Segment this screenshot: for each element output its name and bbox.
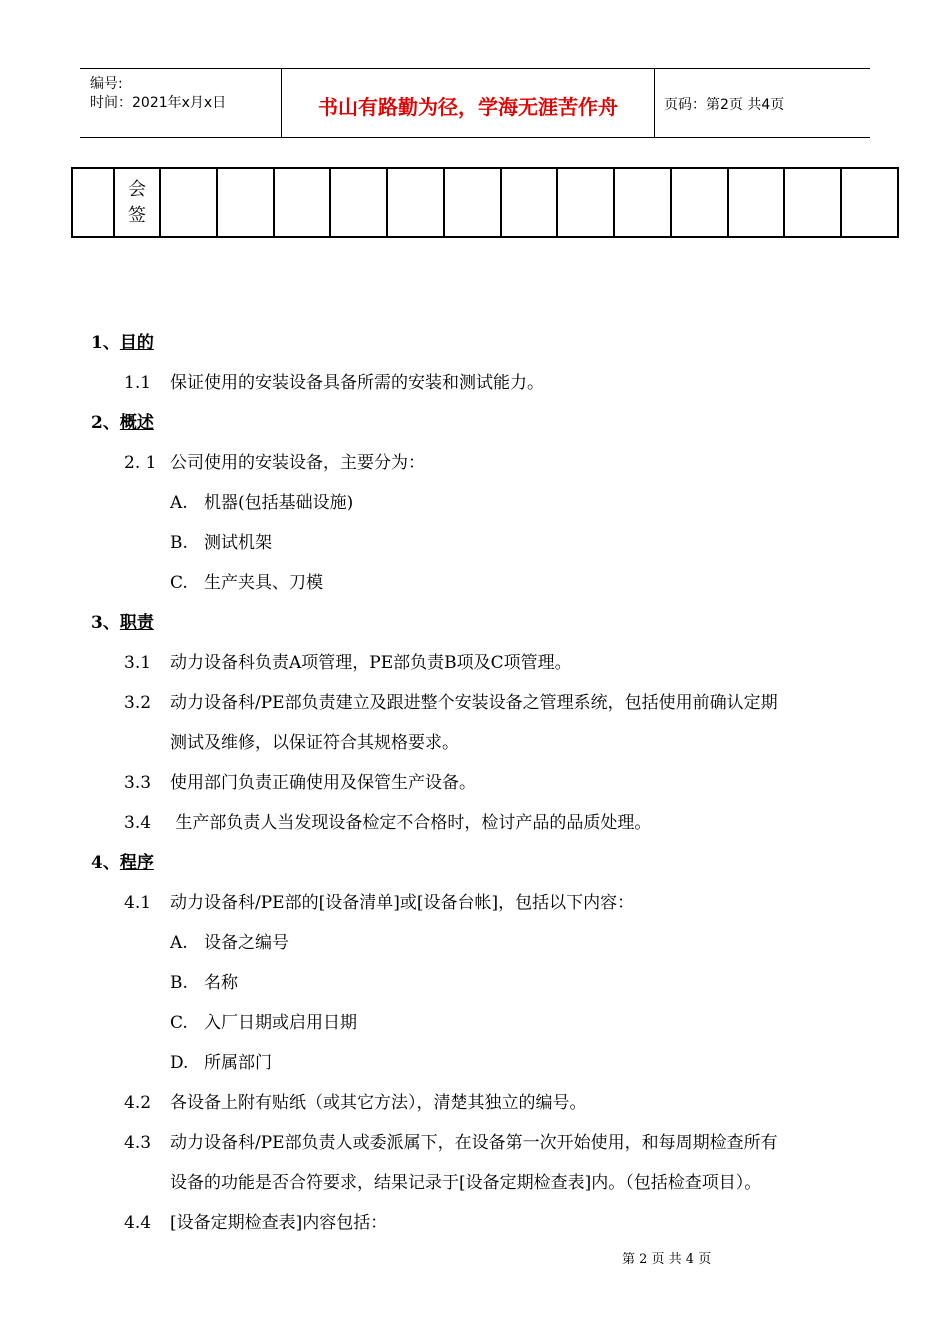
sign-cell [387, 168, 444, 237]
clause-line [124, 1092, 587, 1114]
clause-continuation: 设备的功能是否合符要求，结果记录于[设备定期检查表]内。（包括检查项目）。 [170, 1173, 762, 1193]
clause-number: 3.4 [124, 813, 152, 833]
header-motto-cell [281, 69, 655, 137]
clause-number: 4.3 [124, 1133, 152, 1153]
list-text: 所属部门 [204, 1053, 272, 1073]
clause-line [124, 452, 425, 474]
sign-cell [557, 168, 614, 237]
section-title: 概述 [119, 413, 154, 433]
clause-text: 动力设备科/PE部负责建立及跟进整个安装设备之管理系统，包括使用前确认定期 [170, 693, 778, 713]
clause-number: 4.4 [124, 1213, 152, 1233]
clause-text: 动力设备科/PE部的[设备清单]或[设备台帐]，包括以下内容： [170, 893, 635, 913]
clause-number: 4.1 [124, 893, 152, 913]
list-text: 名称 [204, 973, 238, 993]
sign-cell [330, 168, 387, 237]
sign-cell [728, 168, 785, 237]
clause-text: 各设备上附有贴纸（或其它方法），清楚其独立的编号。 [170, 1093, 587, 1113]
list-item [170, 1012, 357, 1034]
list-text: 测试机架 [204, 533, 272, 553]
section-number: 3、 [91, 613, 120, 633]
header-meta [80, 69, 280, 137]
clause-number: 3.3 [124, 773, 152, 793]
page-header [80, 68, 870, 138]
sign-cell [444, 168, 501, 237]
sign-cell [841, 168, 898, 237]
countersign-label-cell [114, 168, 160, 237]
footer-page-number: 第 2 页 共 4 页 [622, 1252, 712, 1267]
clause-text: 保证使用的安装设备具备所需的安装和测试能力。 [170, 373, 544, 393]
sign-cell [217, 168, 274, 237]
section-number: 2、 [91, 413, 120, 433]
list-marker: A. [170, 933, 188, 953]
section-title: 职责 [119, 613, 154, 633]
clause-continuation: 测试及维修，以保证符合其规格要求。 [170, 733, 459, 753]
clause-number: 1.1 [124, 373, 152, 393]
list-marker: A. [170, 493, 188, 513]
list-text: 机器(包括基础设施) [204, 493, 354, 513]
sign-cell [501, 168, 558, 237]
countersign-label-top: 会 [128, 178, 146, 200]
list-marker: B. [170, 533, 188, 553]
clause-text: 动力设备科/PE部负责人或委派属下，在设备第一次开始使用，和每周期检查所有 [170, 1133, 778, 1153]
sign-cell-blank [72, 168, 114, 237]
list-marker: C. [170, 573, 188, 593]
list-item [170, 932, 289, 954]
sign-cell [160, 168, 217, 237]
countersign-label-bottom: 签 [128, 204, 146, 226]
sign-cell [274, 168, 331, 237]
clause-text: 使用部门负责正确使用及保管生产设备。 [170, 773, 476, 793]
sign-off-table [71, 167, 899, 238]
list-item [170, 492, 353, 514]
clause-number: 2. 1 [124, 453, 157, 473]
clause-text: 公司使用的安装设备，主要分为： [170, 453, 425, 473]
list-item [170, 1052, 272, 1074]
sign-cell [784, 168, 841, 237]
list-text: 生产夹具、刀模 [204, 573, 323, 593]
doc-number-label: 编号: [90, 76, 123, 92]
header-page-info: 页码：第2页 共4页 [664, 97, 785, 113]
clause-number: 4.2 [124, 1093, 152, 1113]
section-title: 目的 [119, 333, 154, 353]
clause-text: [设备定期检查表]内容包括： [170, 1213, 388, 1233]
clause-line [124, 372, 544, 394]
clause-line [124, 1212, 387, 1234]
sign-cell [671, 168, 728, 237]
clause-line [124, 812, 651, 834]
clause-line [124, 692, 778, 714]
list-marker: D. [170, 1053, 189, 1073]
list-item [170, 532, 272, 554]
section-heading [91, 612, 154, 634]
clause-text: 生产部负责人当发现设备检定不合格时，检讨产品的品质处理。 [170, 813, 652, 833]
header-motto: 书山有路勤为径，学海无涯苦作舟 [318, 95, 618, 119]
section-number: 1、 [91, 333, 120, 353]
section-title: 程序 [119, 853, 154, 873]
clause-line [124, 892, 634, 914]
list-marker: B. [170, 973, 188, 993]
section-heading [91, 332, 154, 354]
clause-number: 3.2 [124, 693, 152, 713]
clause-line [124, 1132, 778, 1154]
clause-line [124, 652, 572, 674]
section-number: 4、 [91, 853, 120, 873]
sign-cell [614, 168, 671, 237]
clause-text: 动力设备科负责A项管理，PE部负责B项及C项管理。 [170, 653, 572, 673]
clause-line [124, 772, 476, 794]
list-text: 设备之编号 [204, 933, 289, 953]
header-page-cell [654, 69, 870, 137]
section-heading [91, 412, 154, 434]
date-line: 时间：2021年x月x日 [90, 95, 227, 111]
section-heading [91, 852, 154, 874]
list-marker: C. [170, 1013, 188, 1033]
list-item [170, 972, 238, 994]
list-item [170, 572, 323, 594]
clause-number: 3.1 [124, 653, 152, 673]
list-text: 入厂日期或启用日期 [204, 1013, 357, 1033]
